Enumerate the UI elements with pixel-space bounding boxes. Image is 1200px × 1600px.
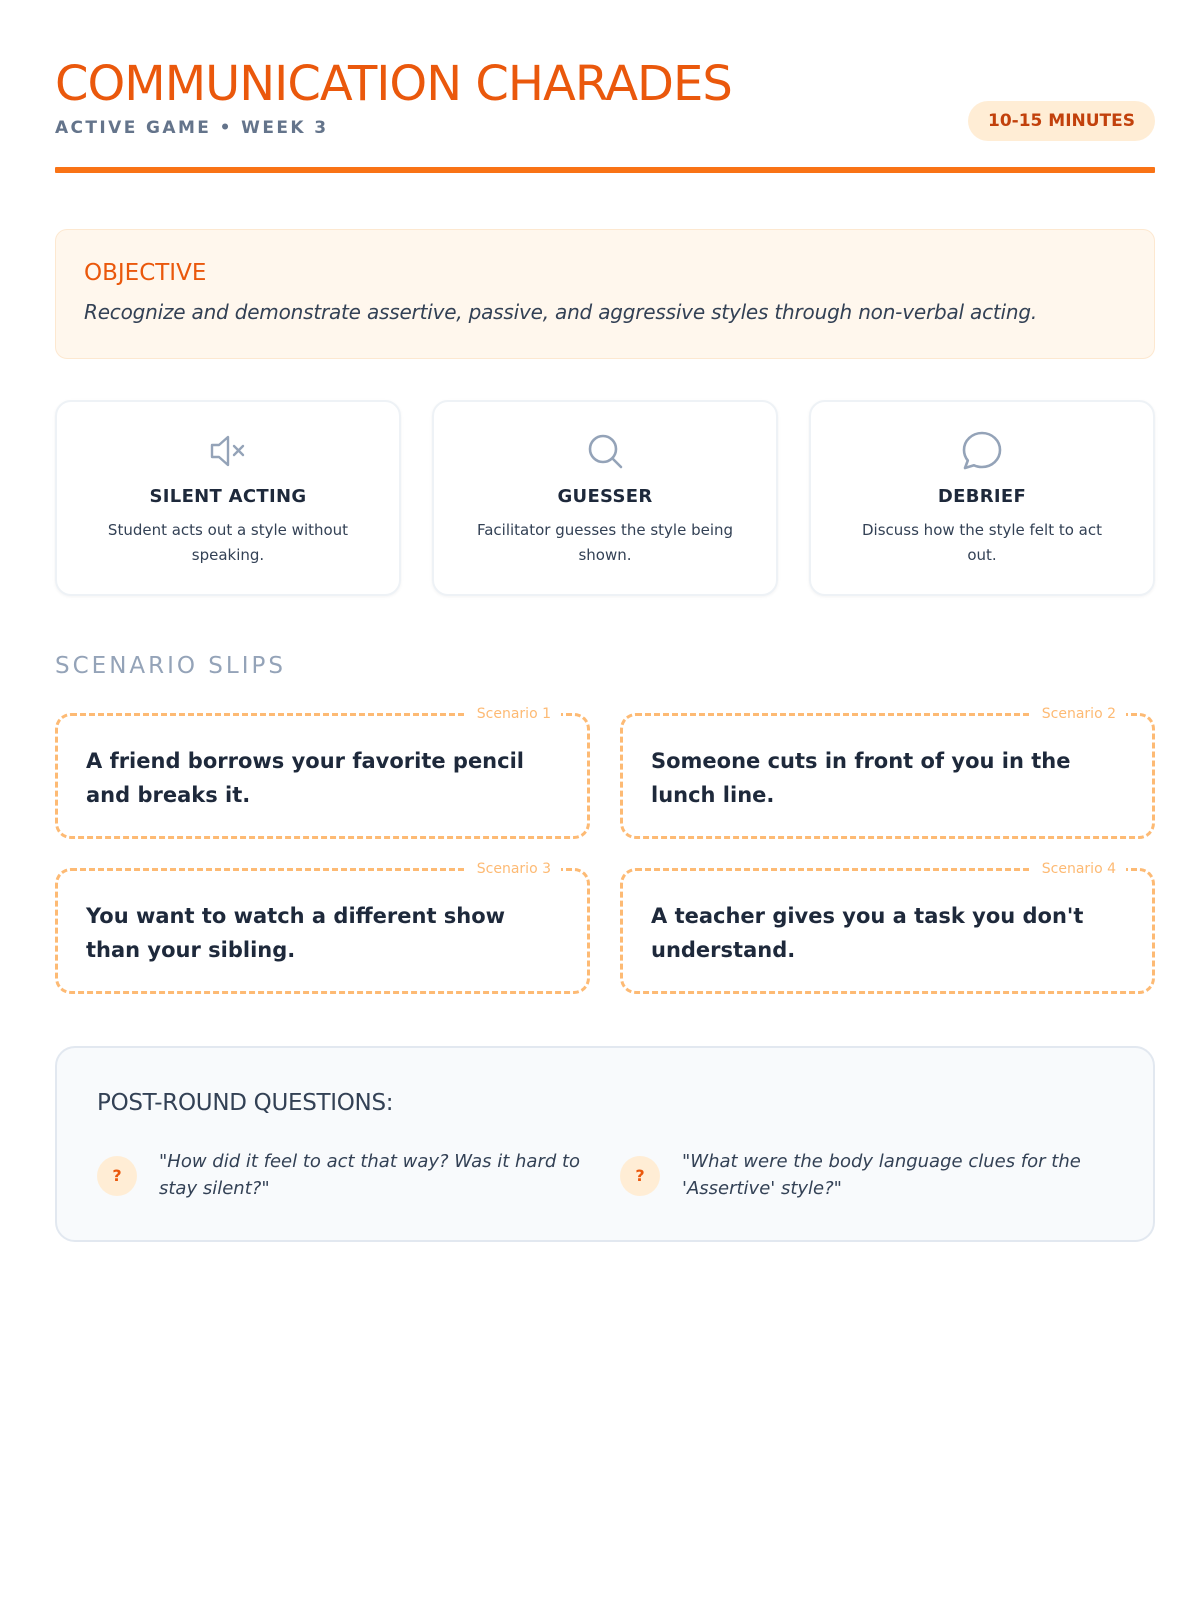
objective-box xyxy=(55,229,1155,359)
speech-bubble-icon xyxy=(811,430,1153,472)
role-description: Facilitator guesses the style being shown. xyxy=(476,521,734,564)
role-description: Student acts out a style without speaking. xyxy=(107,521,349,564)
scenario-tag: Scenario 2 xyxy=(1032,704,1126,724)
role-card-debrief xyxy=(809,400,1155,596)
page-title: COMMUNICATION CHARADES xyxy=(55,56,732,112)
question-text: "How did it feel to act that way? Was it hard to stay silent?" xyxy=(159,1151,581,1199)
scenario-slip xyxy=(620,706,1155,839)
scenario-text: A friend borrows your favorite pencil and breaks it. xyxy=(86,749,524,807)
role-title: DEBRIEF xyxy=(937,486,1027,507)
scenario-text: You want to watch a different show than your sibling. xyxy=(86,904,506,962)
roles-row xyxy=(55,400,1155,596)
magnifier-icon xyxy=(434,430,776,472)
question-mark-icon: ? xyxy=(620,1156,660,1196)
post-round-questions-box xyxy=(55,1046,1155,1242)
scenario-tag: Scenario 1 xyxy=(467,704,561,724)
muted-speaker-icon xyxy=(57,430,399,472)
role-title: GUESSER xyxy=(557,486,653,507)
header-divider xyxy=(55,167,1155,173)
objective-title: OBJECTIVE xyxy=(84,260,207,286)
role-card-silent-acting xyxy=(55,400,401,596)
role-card-guesser xyxy=(432,400,778,596)
question-text: "What were the body language clues for the 'Assertive' style?" xyxy=(682,1151,1081,1199)
scenario-tag: Scenario 3 xyxy=(467,859,561,879)
scenario-text: Someone cuts in front of you in the lunch line. xyxy=(651,749,1071,807)
scenario-slip xyxy=(55,706,590,839)
page-header xyxy=(55,0,1155,176)
page-subtitle: ACTIVE GAME • WEEK 3 xyxy=(55,118,329,138)
objective-text: Recognize and demonstrate assertive, passive, and aggressive styles through non-verbal acting. xyxy=(84,300,1038,324)
scenario-section-heading: SCENARIO SLIPS xyxy=(55,653,286,679)
role-title: SILENT ACTING xyxy=(149,486,307,507)
scenario-text: A teacher gives you a task you don't understand. xyxy=(651,904,1084,962)
duration-badge: 10-15 MINUTES xyxy=(968,101,1155,141)
activity-page xyxy=(55,0,1155,1199)
scenario-slip xyxy=(620,861,1155,994)
scenario-tag: Scenario 4 xyxy=(1032,859,1126,879)
role-description: Discuss how the style felt to act out. xyxy=(862,521,1102,564)
scenario-slip xyxy=(55,861,590,994)
question-mark-icon: ? xyxy=(97,1156,137,1196)
questions-title: POST-ROUND QUESTIONS: xyxy=(97,1090,394,1116)
